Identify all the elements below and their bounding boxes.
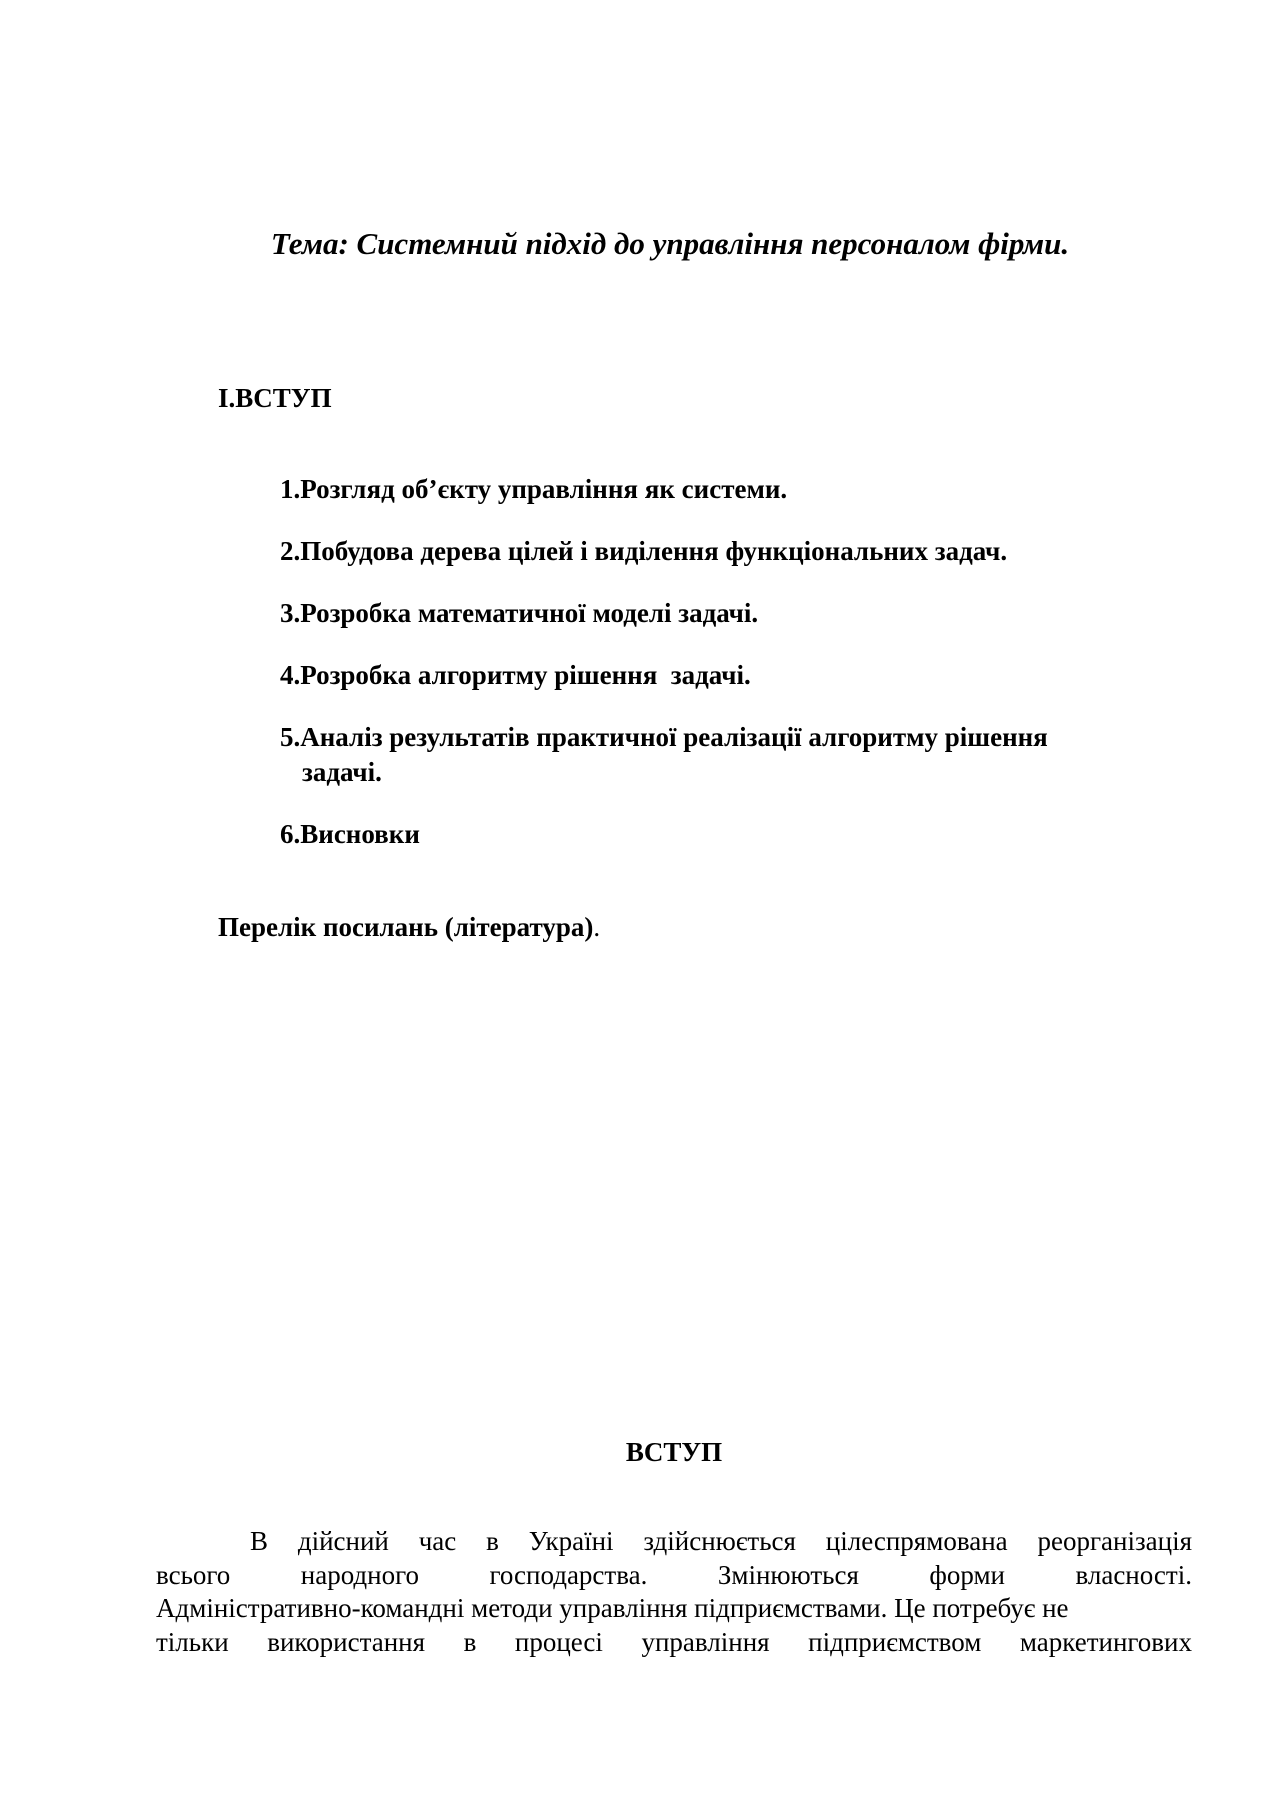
toc-item-number: 2. xyxy=(280,536,301,566)
toc-item-5 xyxy=(280,720,1048,790)
toc-item-text: Аналіз результатів практичної реалізації алгоритму рішення xyxy=(300,722,1048,752)
toc-item-text: Розгляд об’єкту управління як системи. xyxy=(300,474,788,504)
references-label: Перелік посилань (література) xyxy=(218,912,594,942)
intro-word: всього xyxy=(156,1559,231,1590)
intro-line-2 xyxy=(156,1559,1192,1593)
toc-item-number: 6. xyxy=(280,819,301,849)
toc-item-1 xyxy=(280,472,787,507)
intro-word: народного xyxy=(300,1559,420,1590)
intro-line-1: В дійсний час в Україні здійснюється цілеспрямована реорганізація xyxy=(250,1526,1192,1556)
intro-word: власності. xyxy=(1075,1559,1192,1590)
intro-word: господарства. xyxy=(489,1559,648,1590)
section-heading: І.ВСТУП xyxy=(218,383,332,413)
intro-word: форми xyxy=(929,1559,1005,1590)
toc-item-6 xyxy=(280,817,420,852)
references-dot: . xyxy=(593,912,601,942)
toc-item-continuation: задачі. xyxy=(302,757,382,787)
intro-word: Змінюються xyxy=(717,1559,859,1590)
toc-item-4 xyxy=(280,658,751,693)
toc-item-2 xyxy=(280,534,1007,569)
document-title: Тема: Системний підхід до управління персоналом фірми. xyxy=(270,226,1070,261)
toc-item-number: 3. xyxy=(280,598,301,628)
references-heading xyxy=(218,912,600,943)
toc-item-number: 4. xyxy=(280,660,301,690)
toc-item-text: Розробка математичної моделі задачі. xyxy=(300,598,759,628)
intro-line-4: тільки використання в процесі управління підприємством маркетингових xyxy=(156,1626,1192,1657)
toc-item-3 xyxy=(280,596,758,631)
intro-paragraph xyxy=(156,1525,1192,1659)
toc-item-text: Розробка алгоритму рішення задачі. xyxy=(300,660,751,690)
toc-item-number: 1. xyxy=(280,474,301,504)
toc-item-number: 5. xyxy=(280,722,301,752)
toc-item-text: Висновки xyxy=(300,819,420,849)
intro-heading: ВСТУП xyxy=(625,1437,723,1467)
toc-item-text: Побудова дерева цілей і виділення функціональних задач. xyxy=(300,536,1008,566)
intro-line-3: Адміністративно-командні методи управління підприємствами. Це потребує не xyxy=(156,1593,1069,1623)
